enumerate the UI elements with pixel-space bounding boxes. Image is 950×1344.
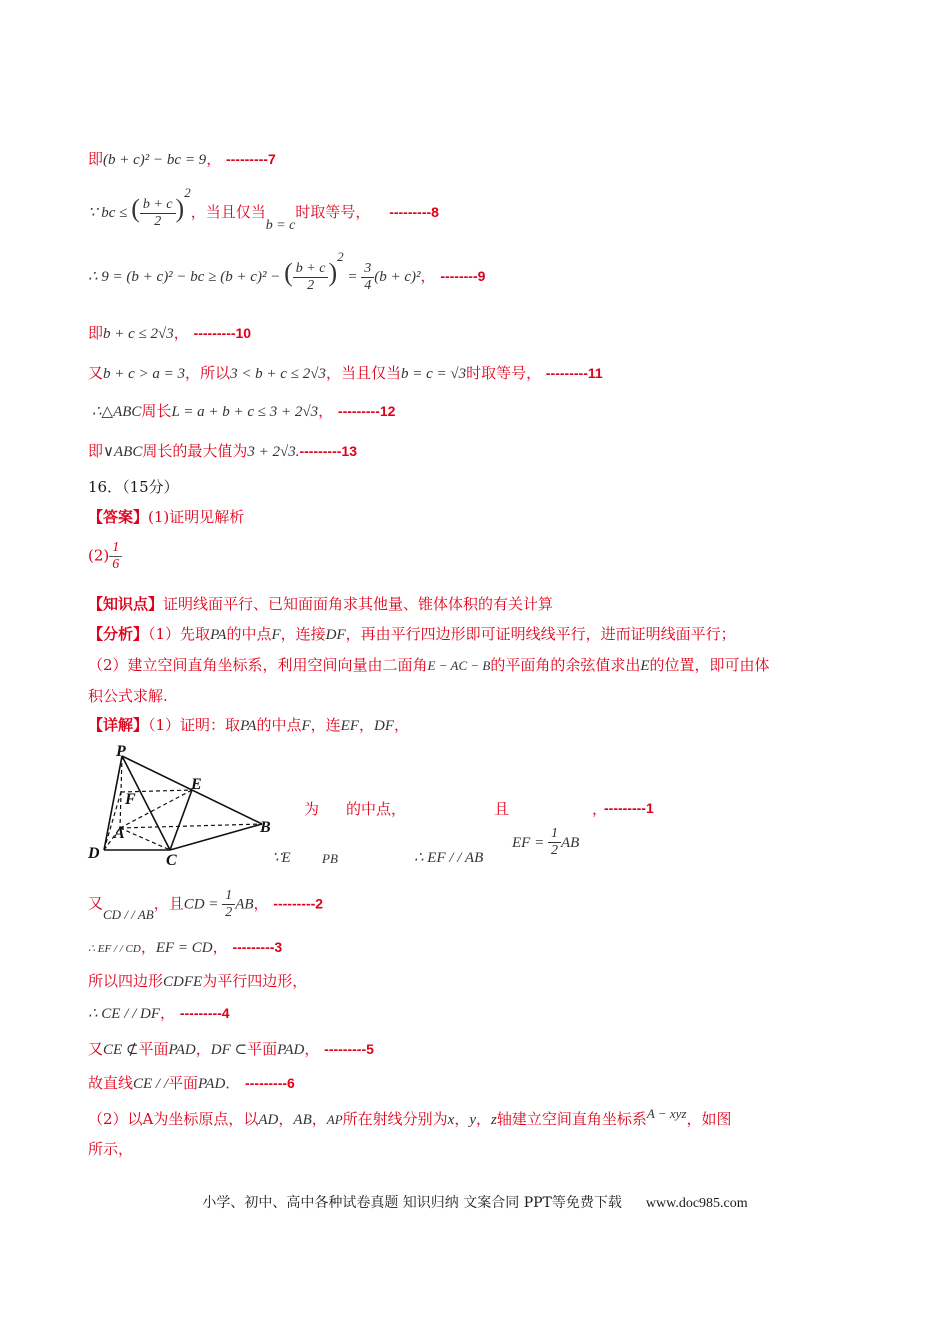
fraction: $\frac{b + c}{2}$	[140, 197, 176, 230]
fig-text-4: ，	[592, 800, 608, 818]
detail-line: 【详解】（1）证明：取PA的中点F，连EF，DF，	[88, 716, 410, 734]
label-F: F	[125, 791, 136, 808]
formula: (b + c)²	[374, 269, 421, 285]
formula: b + c ≤ 2√3	[103, 326, 174, 342]
coordinate-system-line: （2）以Α为坐标原点，以AD，AB，AP所在射线分别为x，y，z轴建立空间直角坐标系A − xyz，如图	[88, 1106, 732, 1128]
analysis-line-3: 积公式求解.	[88, 687, 168, 705]
text: 即	[88, 150, 104, 168]
step-mark: --------9	[440, 268, 486, 284]
formula: ∵E	[272, 850, 291, 866]
footer-text: 小学、初中、高中各种试卷真题 知识归纳 文案合同 PPT等免费下载	[202, 1195, 622, 1211]
formula: b = c = √3	[400, 366, 467, 382]
formula: ∴ 9 = (b + c)² − bc ≥ (b + c)² −	[88, 269, 285, 285]
label-C: C	[166, 852, 177, 869]
step-mark: ---------13	[299, 443, 357, 459]
formula: 3 + 2√3.	[247, 444, 300, 460]
step-mark: ---------12	[337, 403, 396, 419]
edge-AB	[120, 824, 262, 828]
step-mark: ---------10	[193, 325, 252, 341]
knowledge-line: 【知识点】证明线面平行、已知面面角求其他量、锥体体积的有关计算	[88, 595, 554, 613]
solution-line-9: ∴ 9 = (b + c)² − bc ≥ (b + c)² − ( $\frac{b + c}{2}$ )$^2$ = $\frac{3}{4}$ (b + c)²， --------9	[88, 249, 486, 293]
step-mark: ---------7	[225, 151, 276, 167]
solution-line-12: ∴△ABC周长L = a + b + c ≤ 3 + 2√3， ---------12	[92, 402, 396, 420]
text: ，	[420, 267, 436, 285]
solution-line-4: ∴ CE / / DF， ---------4	[88, 1004, 230, 1022]
formula-ef-half-ab: EF = $\frac{1}{2}$ AB	[512, 826, 580, 858]
question-number: 16．（15分）	[88, 478, 179, 496]
step-mark: ---------8	[389, 204, 439, 220]
solution-line-13: 即∨ABC周长的最大值为3 + 2√3.---------13	[88, 442, 357, 460]
fraction: $\frac{b + c}{2}$	[293, 261, 329, 294]
coordinate-system-line-2: 所示，	[88, 1140, 134, 1158]
formula: ∴ EF / / AB	[414, 850, 484, 866]
formula: 3 < b + c ≤ 2√3	[230, 366, 326, 382]
step-mark: ---------11	[545, 365, 603, 381]
pyramid-figure	[84, 742, 284, 872]
fig-text-3: 且	[494, 800, 510, 818]
label-B: B	[260, 819, 271, 836]
edge-CB	[170, 824, 262, 850]
fig-text-2: 的中点，	[346, 800, 407, 818]
step-mark: ---------2	[273, 895, 324, 912]
page-footer	[0, 1192, 950, 1212]
answer-line: 【答案】(1)证明见解析	[88, 508, 245, 526]
analysis-line-2: （2）建立空间直角坐标系，利用空间向量由二面角E − AC − B的平面角的余弦值求出E的位置，即可由体	[88, 656, 770, 674]
text: 时取等号，	[295, 203, 371, 221]
solution-line-7	[88, 148, 276, 171]
solution-line-6: 故直线CE / /平面PAD． ---------6	[88, 1074, 295, 1092]
formula: ∨ABC	[103, 444, 143, 460]
text: 即	[88, 324, 104, 342]
fig-text-1: 为	[304, 800, 320, 818]
label-P: P	[116, 743, 126, 760]
footer-url[interactable]: www.doc985.com	[645, 1196, 748, 1211]
fraction: $\frac{3}{4}$	[361, 261, 374, 294]
formula: b + c > a = 3	[103, 366, 186, 382]
formula: L = a + b + c ≤ 3 + 2√3	[171, 404, 319, 420]
formula: ∵ bc ≤	[88, 205, 132, 221]
step-mark: ---------6	[245, 1075, 295, 1091]
solution-line-10	[88, 322, 251, 345]
formula: (b + c)² − bc = 9	[103, 152, 207, 168]
step-mark: ---------4	[179, 1005, 230, 1021]
answer-line-2: (2) $\frac{1}{6}$	[88, 540, 122, 573]
formula: ∴△ABC	[92, 404, 142, 420]
analysis-line: 【分析】（1）先取PA的中点F，连接DF，再由平行四边形即可证明线线平行，进而证明线面平行；	[88, 625, 736, 643]
text: ，当且仅当	[190, 203, 266, 221]
label-D: D	[88, 845, 100, 862]
solution-line-5: 又CE ⊄平面PAD，DF ⊂平面PAD， ---------5	[88, 1040, 374, 1058]
label-A: A	[114, 825, 125, 842]
solution-line-8: ∵ bc ≤ ( $\frac{b + c}{2}$ )$^2$，当且仅当b = c时取等号， ---------8	[88, 185, 439, 233]
parallelogram-line: 所以四边形CDFE为平行四边形，	[88, 972, 308, 990]
step-mark: ---------5	[324, 1041, 374, 1057]
formula: PB	[322, 851, 338, 866]
text: ，	[173, 324, 189, 342]
segment-EC	[170, 790, 192, 850]
step-mark: ---------3	[232, 939, 283, 955]
segment-AC	[120, 828, 170, 850]
formula: b = c	[265, 218, 296, 233]
text: ，	[206, 150, 222, 168]
solution-line-3: ∴ EF / / CD，EF = CD， ---------3	[88, 938, 283, 956]
solution-line-11: 又b + c > a = 3，所以3 < b + c ≤ 2√3，当且仅当b = c = √3时取等号， ---------11	[88, 364, 603, 382]
fraction: $\frac{1}{6}$	[109, 540, 122, 573]
step-mark: ---------1	[604, 800, 654, 816]
label-E: E	[191, 776, 202, 793]
solution-line-2: 又CD / / AB，且CD = $\frac{1}{2}$ AB， ---------2	[88, 888, 324, 922]
